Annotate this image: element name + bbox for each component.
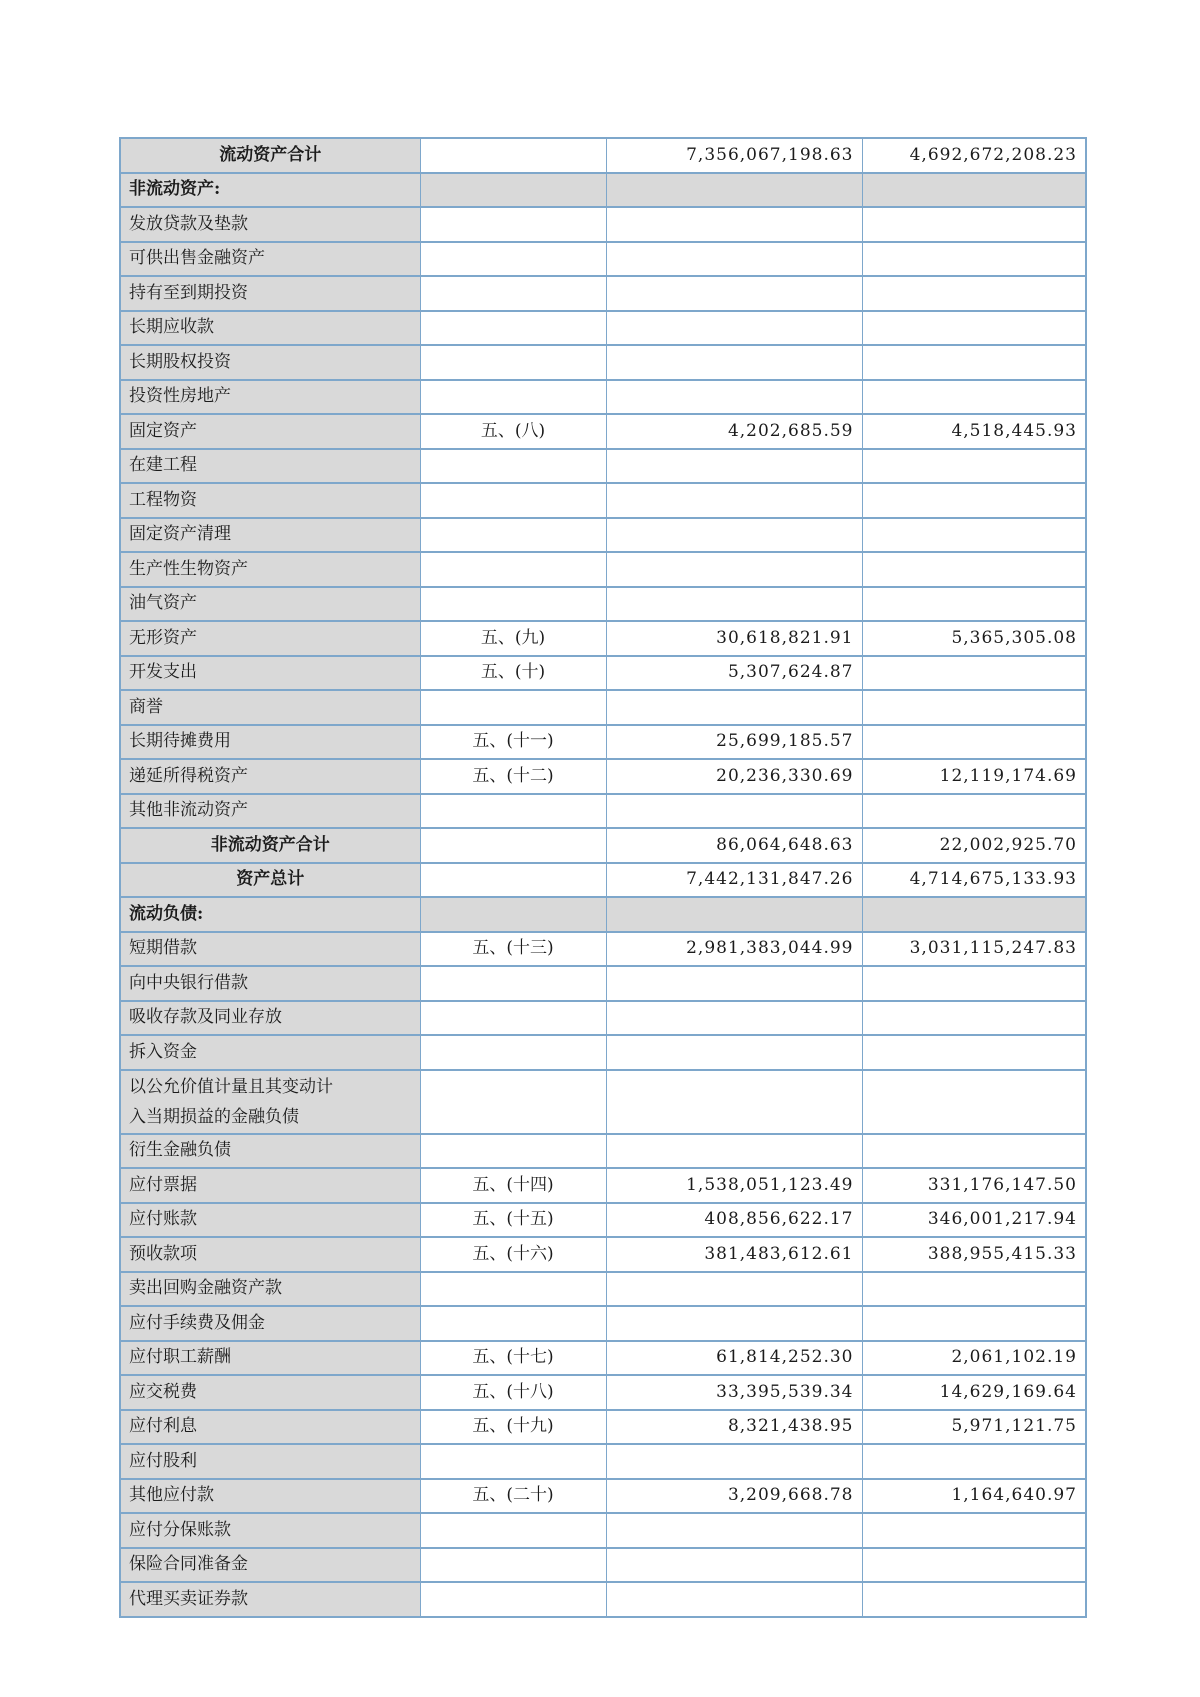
item-label-cell: 长期待摊费用	[120, 725, 420, 760]
prior-value-cell	[862, 552, 1086, 587]
item-label-cell: 其他非流动资产	[120, 794, 420, 829]
table-row	[120, 1479, 1086, 1514]
item-label-cell	[120, 1070, 420, 1134]
current-value-cell	[606, 380, 862, 415]
current-value-cell	[606, 276, 862, 311]
item-label-cell: 无形资产	[120, 621, 420, 656]
current-value-cell	[606, 587, 862, 622]
table-row	[120, 138, 1086, 173]
balance-sheet-page	[119, 137, 1085, 1618]
table-row	[120, 1070, 1086, 1134]
item-label-cell: 长期应收款	[120, 311, 420, 346]
current-value-cell	[606, 1070, 862, 1134]
table-row	[120, 794, 1086, 829]
table-row	[120, 1035, 1086, 1070]
prior-value-cell	[862, 690, 1086, 725]
note-cell	[420, 966, 606, 1001]
prior-value-cell	[862, 656, 1086, 691]
table-row	[120, 380, 1086, 415]
table-row	[120, 690, 1086, 725]
note-cell	[420, 1272, 606, 1307]
current-value-cell	[606, 449, 862, 484]
prior-value-cell: 4,518,445.93	[862, 414, 1086, 449]
item-label-cell: 流动资产合计	[120, 138, 420, 173]
current-value-cell	[606, 345, 862, 380]
table-row	[120, 897, 1086, 932]
item-label-cell: 发放贷款及垫款	[120, 207, 420, 242]
note-cell	[420, 242, 606, 277]
table-row	[120, 1203, 1086, 1238]
prior-value-cell: 4,714,675,133.93	[862, 863, 1086, 898]
table-row	[120, 1237, 1086, 1272]
item-label-cell: 在建工程	[120, 449, 420, 484]
item-label-cell: 持有至到期投资	[120, 276, 420, 311]
prior-value-cell: 3,031,115,247.83	[862, 932, 1086, 967]
note-cell	[420, 483, 606, 518]
prior-value-cell: 388,955,415.33	[862, 1237, 1086, 1272]
item-label-cell: 应交税费	[120, 1375, 420, 1410]
item-label-line: 入当期损益的金融负债	[129, 1106, 299, 1127]
prior-value-cell: 346,001,217.94	[862, 1203, 1086, 1238]
current-value-cell: 2,981,383,044.99	[606, 932, 862, 967]
current-value-cell	[606, 518, 862, 553]
prior-value-cell: 331,176,147.50	[862, 1168, 1086, 1203]
note-cell: 五、(十)	[420, 656, 606, 691]
note-cell	[420, 1444, 606, 1479]
prior-value-cell	[862, 1134, 1086, 1169]
table-row	[120, 414, 1086, 449]
current-value-cell: 7,356,067,198.63	[606, 138, 862, 173]
note-cell	[420, 276, 606, 311]
item-label-cell: 流动负债:	[120, 897, 420, 932]
current-value-cell: 7,442,131,847.26	[606, 863, 862, 898]
table-row	[120, 1134, 1086, 1169]
note-cell: 五、(十七)	[420, 1341, 606, 1376]
prior-value-cell	[862, 725, 1086, 760]
current-value-cell: 25,699,185.57	[606, 725, 862, 760]
prior-value-cell	[862, 794, 1086, 829]
item-label-cell: 应付分保账款	[120, 1513, 420, 1548]
item-label-cell: 开发支出	[120, 656, 420, 691]
current-value-cell: 20,236,330.69	[606, 759, 862, 794]
table-row	[120, 1548, 1086, 1583]
note-cell	[420, 1035, 606, 1070]
current-value-cell: 408,856,622.17	[606, 1203, 862, 1238]
note-cell: 五、(十二)	[420, 759, 606, 794]
prior-value-cell	[862, 1070, 1086, 1134]
note-cell	[420, 1134, 606, 1169]
prior-value-cell	[862, 1035, 1086, 1070]
table-row	[120, 311, 1086, 346]
prior-value-cell	[862, 242, 1086, 277]
note-cell	[420, 897, 606, 932]
prior-value-cell: 14,629,169.64	[862, 1375, 1086, 1410]
item-label-cell: 资产总计	[120, 863, 420, 898]
prior-value-cell	[862, 311, 1086, 346]
item-label-cell: 固定资产清理	[120, 518, 420, 553]
note-cell	[420, 1513, 606, 1548]
table-row	[120, 1168, 1086, 1203]
table-row	[120, 621, 1086, 656]
current-value-cell	[606, 1134, 862, 1169]
table-row	[120, 449, 1086, 484]
note-cell: 五、(十三)	[420, 932, 606, 967]
current-value-cell	[606, 897, 862, 932]
note-cell	[420, 173, 606, 208]
current-value-cell	[606, 552, 862, 587]
table-row	[120, 1001, 1086, 1036]
current-value-cell	[606, 1548, 862, 1583]
prior-value-cell	[862, 587, 1086, 622]
item-label-cell: 短期借款	[120, 932, 420, 967]
prior-value-cell	[862, 276, 1086, 311]
current-value-cell	[606, 1035, 862, 1070]
note-cell	[420, 1001, 606, 1036]
table-row	[120, 518, 1086, 553]
prior-value-cell	[862, 897, 1086, 932]
table-row	[120, 863, 1086, 898]
prior-value-cell	[862, 345, 1086, 380]
current-value-cell: 33,395,539.34	[606, 1375, 862, 1410]
prior-value-cell	[862, 1444, 1086, 1479]
prior-value-cell: 1,164,640.97	[862, 1479, 1086, 1514]
prior-value-cell: 5,365,305.08	[862, 621, 1086, 656]
note-cell	[420, 863, 606, 898]
prior-value-cell	[862, 1001, 1086, 1036]
current-value-cell	[606, 1444, 862, 1479]
table-row	[120, 966, 1086, 1001]
current-value-cell: 5,307,624.87	[606, 656, 862, 691]
item-label-cell: 保险合同准备金	[120, 1548, 420, 1583]
note-cell: 五、(九)	[420, 621, 606, 656]
table-row	[120, 1410, 1086, 1445]
current-value-cell: 4,202,685.59	[606, 414, 862, 449]
current-value-cell	[606, 1513, 862, 1548]
prior-value-cell	[862, 483, 1086, 518]
table-row	[120, 242, 1086, 277]
note-cell	[420, 380, 606, 415]
item-label-cell: 吸收存款及同业存放	[120, 1001, 420, 1036]
current-value-cell	[606, 173, 862, 208]
current-value-cell	[606, 690, 862, 725]
note-cell: 五、(十一)	[420, 725, 606, 760]
table-row	[120, 725, 1086, 760]
table-row	[120, 1513, 1086, 1548]
item-label-cell: 投资性房地产	[120, 380, 420, 415]
table-row	[120, 1341, 1086, 1376]
prior-value-cell: 5,971,121.75	[862, 1410, 1086, 1445]
table-row	[120, 207, 1086, 242]
item-label-cell: 商誉	[120, 690, 420, 725]
note-cell	[420, 311, 606, 346]
prior-value-cell: 4,692,672,208.23	[862, 138, 1086, 173]
item-label-cell: 递延所得税资产	[120, 759, 420, 794]
current-value-cell	[606, 1001, 862, 1036]
table-row	[120, 173, 1086, 208]
item-label-cell: 卖出回购金融资产款	[120, 1272, 420, 1307]
item-label-cell: 应付账款	[120, 1203, 420, 1238]
current-value-cell	[606, 483, 862, 518]
current-value-cell: 3,209,668.78	[606, 1479, 862, 1514]
table-row	[120, 483, 1086, 518]
note-cell	[420, 690, 606, 725]
current-value-cell: 86,064,648.63	[606, 828, 862, 863]
current-value-cell	[606, 966, 862, 1001]
current-value-cell	[606, 311, 862, 346]
prior-value-cell	[862, 380, 1086, 415]
item-label-cell: 其他应付款	[120, 1479, 420, 1514]
item-label-cell: 固定资产	[120, 414, 420, 449]
prior-value-cell	[862, 449, 1086, 484]
note-cell	[420, 1306, 606, 1341]
note-cell	[420, 828, 606, 863]
prior-value-cell: 2,061,102.19	[862, 1341, 1086, 1376]
table-row	[120, 828, 1086, 863]
item-label-line: 以公允价值计量且其变动计	[129, 1076, 333, 1097]
item-label-cell: 应付票据	[120, 1168, 420, 1203]
table-row	[120, 656, 1086, 691]
table-row	[120, 1306, 1086, 1341]
item-label-cell: 生产性生物资产	[120, 552, 420, 587]
current-value-cell: 8,321,438.95	[606, 1410, 862, 1445]
note-cell: 五、(十九)	[420, 1410, 606, 1445]
item-label-cell: 衍生金融负债	[120, 1134, 420, 1169]
prior-value-cell	[862, 1272, 1086, 1307]
prior-value-cell	[862, 207, 1086, 242]
note-cell	[420, 345, 606, 380]
current-value-cell	[606, 242, 862, 277]
table-row	[120, 587, 1086, 622]
note-cell: 五、(二十)	[420, 1479, 606, 1514]
current-value-cell	[606, 1306, 862, 1341]
note-cell	[420, 1582, 606, 1617]
item-label-cell: 非流动资产合计	[120, 828, 420, 863]
item-label-cell: 可供出售金融资产	[120, 242, 420, 277]
note-cell	[420, 552, 606, 587]
note-cell: 五、(八)	[420, 414, 606, 449]
current-value-cell: 1,538,051,123.49	[606, 1168, 862, 1203]
item-label-cell: 代理买卖证券款	[120, 1582, 420, 1617]
note-cell: 五、(十四)	[420, 1168, 606, 1203]
note-cell: 五、(十五)	[420, 1203, 606, 1238]
item-label-cell: 应付手续费及佣金	[120, 1306, 420, 1341]
table-row	[120, 1375, 1086, 1410]
note-cell	[420, 1070, 606, 1134]
note-cell	[420, 587, 606, 622]
table-row	[120, 276, 1086, 311]
item-label-cell: 长期股权投资	[120, 345, 420, 380]
table-row	[120, 932, 1086, 967]
balance-sheet-table	[119, 137, 1087, 1618]
item-label-cell: 非流动资产:	[120, 173, 420, 208]
prior-value-cell	[862, 518, 1086, 553]
item-label-cell: 应付利息	[120, 1410, 420, 1445]
table-row	[120, 1272, 1086, 1307]
note-cell	[420, 449, 606, 484]
item-label-cell: 应付职工薪酬	[120, 1341, 420, 1376]
note-cell	[420, 1548, 606, 1583]
prior-value-cell	[862, 1306, 1086, 1341]
note-cell: 五、(十六)	[420, 1237, 606, 1272]
table-row	[120, 1582, 1086, 1617]
note-cell: 五、(十八)	[420, 1375, 606, 1410]
current-value-cell	[606, 1272, 862, 1307]
note-cell	[420, 207, 606, 242]
prior-value-cell: 12,119,174.69	[862, 759, 1086, 794]
prior-value-cell	[862, 966, 1086, 1001]
table-row	[120, 1444, 1086, 1479]
item-label-cell: 预收款项	[120, 1237, 420, 1272]
prior-value-cell	[862, 1513, 1086, 1548]
current-value-cell	[606, 207, 862, 242]
table-row	[120, 759, 1086, 794]
prior-value-cell	[862, 1582, 1086, 1617]
item-label-cell: 拆入资金	[120, 1035, 420, 1070]
table-row	[120, 552, 1086, 587]
prior-value-cell: 22,002,925.70	[862, 828, 1086, 863]
current-value-cell	[606, 794, 862, 829]
table-row	[120, 345, 1086, 380]
current-value-cell	[606, 1582, 862, 1617]
note-cell	[420, 518, 606, 553]
prior-value-cell	[862, 173, 1086, 208]
current-value-cell: 61,814,252.30	[606, 1341, 862, 1376]
note-cell	[420, 794, 606, 829]
current-value-cell: 381,483,612.61	[606, 1237, 862, 1272]
item-label-cell: 工程物资	[120, 483, 420, 518]
item-label-cell: 油气资产	[120, 587, 420, 622]
current-value-cell: 30,618,821.91	[606, 621, 862, 656]
prior-value-cell	[862, 1548, 1086, 1583]
item-label-cell: 向中央银行借款	[120, 966, 420, 1001]
note-cell	[420, 138, 606, 173]
item-label-cell: 应付股利	[120, 1444, 420, 1479]
